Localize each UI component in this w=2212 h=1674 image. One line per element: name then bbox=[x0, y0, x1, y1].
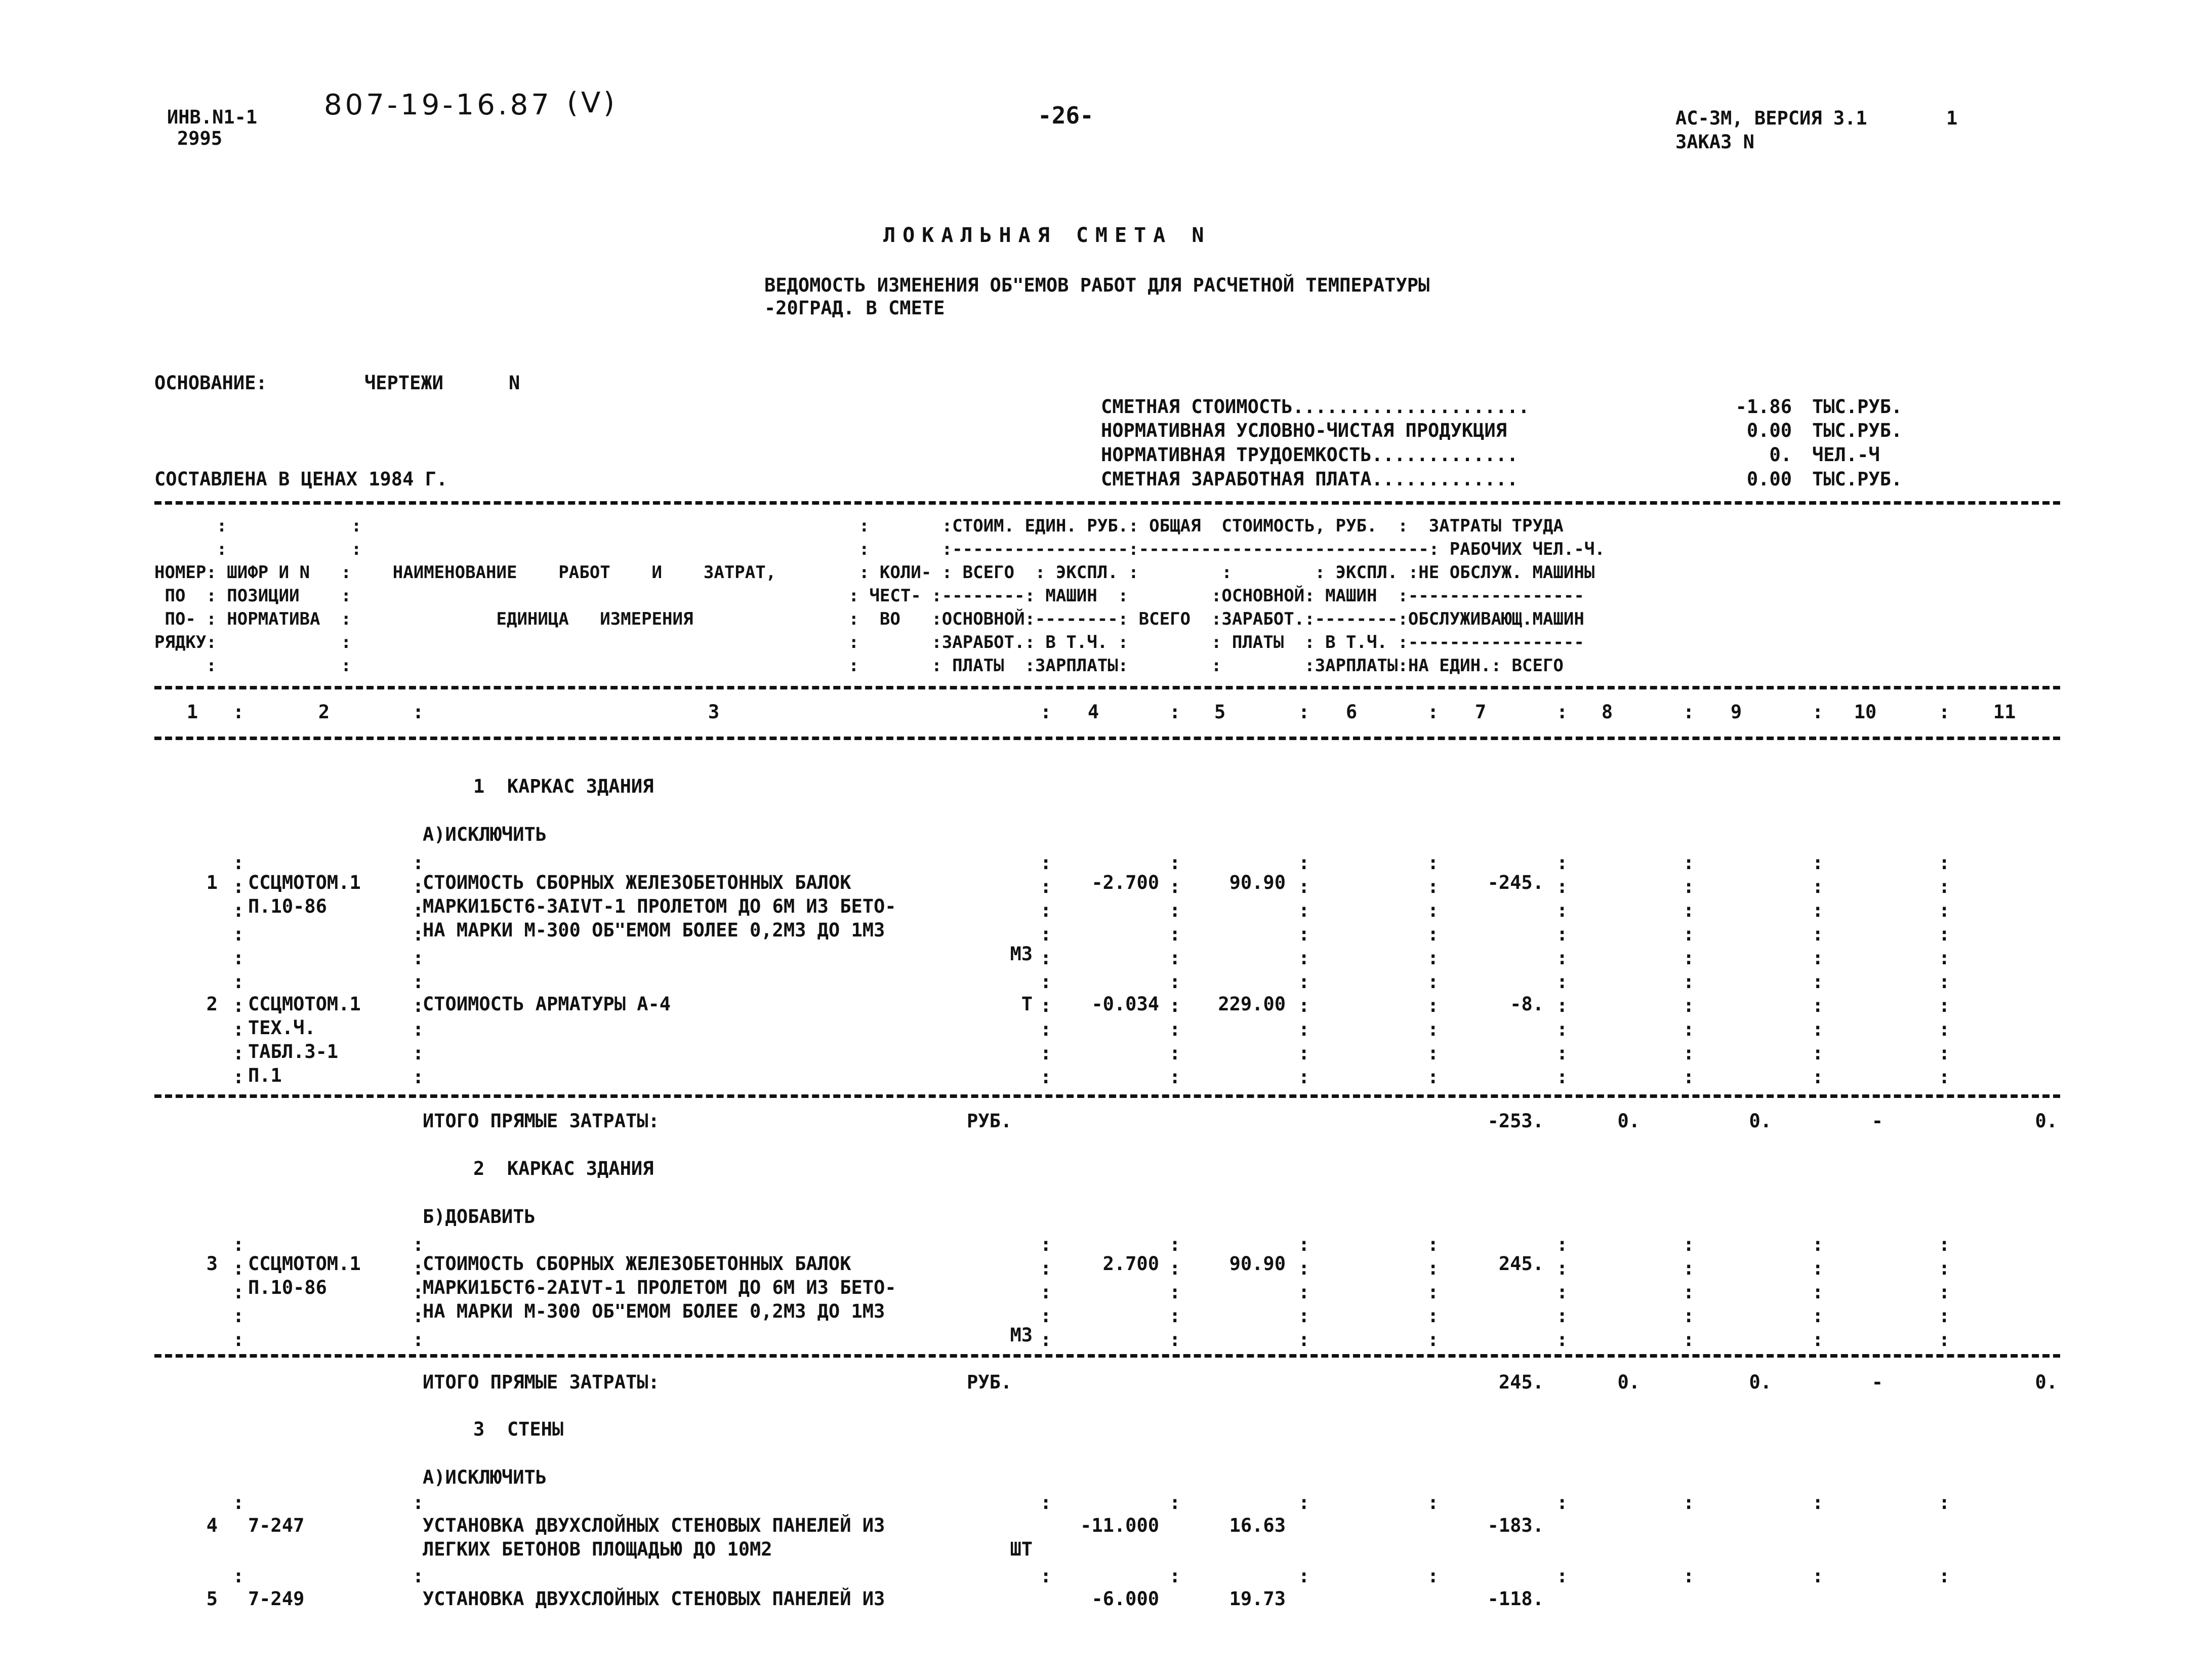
column-number: 3 bbox=[708, 701, 720, 723]
column-separator: : bbox=[1298, 852, 1310, 874]
column-separator: : bbox=[1298, 1329, 1310, 1351]
column-separator: : bbox=[1556, 995, 1568, 1016]
column-separator: : bbox=[1812, 1492, 1824, 1514]
column-separator: : bbox=[1556, 1234, 1568, 1255]
norm-code: ССЦМОТОМ.1 bbox=[248, 993, 361, 1015]
column-separator: : bbox=[1298, 923, 1310, 945]
rule-col-numbers bbox=[154, 737, 2060, 740]
column-separator: : bbox=[1040, 995, 1052, 1016]
subtotal-labor-unit: - bbox=[1871, 1110, 1883, 1132]
column-separator: : bbox=[1812, 1018, 1824, 1040]
column-separator: : bbox=[1040, 701, 1052, 723]
total-cost: -118. bbox=[1487, 1588, 1544, 1610]
column-number: 2 bbox=[318, 701, 330, 723]
column-separator: : bbox=[1683, 1281, 1695, 1303]
total-cost: -183. bbox=[1487, 1515, 1544, 1536]
column-separator: : bbox=[1683, 701, 1695, 723]
column-number: 1 bbox=[186, 701, 198, 723]
column-separator: : bbox=[1040, 1492, 1052, 1514]
column-separator: : bbox=[1683, 852, 1695, 874]
column-separator: : bbox=[1427, 1305, 1439, 1327]
column-separator: : bbox=[1812, 1234, 1824, 1255]
price-basis: СОСТАВЛЕНА В ЦЕНАХ 1984 Г. bbox=[154, 468, 448, 490]
column-separator: : bbox=[233, 1305, 244, 1327]
column-separator: : bbox=[1427, 1492, 1439, 1514]
unit-of-measure: М3 bbox=[1010, 943, 1033, 965]
column-separator: : bbox=[1040, 1042, 1052, 1064]
column-separator: : bbox=[1040, 1281, 1052, 1303]
column-separator: : bbox=[1812, 1565, 1824, 1587]
column-separator: : bbox=[1683, 995, 1695, 1016]
subtotal-labor-unit: - bbox=[1871, 1371, 1883, 1393]
column-separator: : bbox=[1040, 852, 1052, 874]
column-separator: : bbox=[1939, 1305, 1950, 1327]
subtotal-total: -253. bbox=[1487, 1110, 1544, 1132]
column-separator: : bbox=[1169, 971, 1181, 993]
order-number: ЗАКАЗ N bbox=[1675, 131, 1754, 153]
row-number: 5 bbox=[206, 1588, 218, 1610]
quantity: -11.000 bbox=[1080, 1515, 1159, 1536]
column-separator: : bbox=[1427, 947, 1439, 969]
column-separator: : bbox=[1040, 1565, 1052, 1587]
column-separator: : bbox=[233, 852, 244, 874]
column-separator: : bbox=[1939, 876, 1950, 897]
unit-of-measure: ШТ bbox=[1010, 1538, 1033, 1560]
column-separator: : bbox=[233, 1234, 244, 1255]
column-number: 11 bbox=[1993, 701, 2016, 723]
column-separator: : bbox=[1427, 923, 1439, 945]
quantity: -6.000 bbox=[1091, 1588, 1159, 1610]
summary-label: НОРМАТИВНАЯ ТРУДОЕМКОСТЬ............. bbox=[1101, 444, 1519, 466]
column-separator: : bbox=[1298, 1492, 1310, 1514]
column-separator: : bbox=[413, 1018, 424, 1040]
column-separator: : bbox=[1812, 995, 1824, 1016]
document-subtitle-line1: ВЕДОМОСТЬ ИЗМЕНЕНИЯ ОБ"ЕМОВ РАБОТ ДЛЯ РАСЧЕТНОЙ ТЕМПЕРАТУРЫ bbox=[764, 274, 1430, 296]
norm-code: П.10-86 bbox=[248, 895, 327, 917]
column-separator: : bbox=[1556, 1565, 1568, 1587]
column-separator: : bbox=[1169, 1281, 1181, 1303]
norm-code: П.1 bbox=[248, 1065, 282, 1086]
work-name: УСТАНОВКА ДВУХСЛОЙНЫХ СТЕНОВЫХ ПАНЕЛЕЙ ИЗ bbox=[423, 1588, 885, 1610]
column-separator: : bbox=[413, 1281, 424, 1303]
column-separator: : bbox=[1040, 1234, 1052, 1255]
column-separator: : bbox=[1556, 1018, 1568, 1040]
handwritten-code: 807-19-16.87 bbox=[324, 89, 552, 121]
header-line: ПО- : НОРМАТИВА : ЕДИНИЦА ИЗМЕРЕНИЯ : ВО :ОСНОВНОЙ:--------: ВСЕГО :ЗАРАБОТ.:--------:ОБСЛУЖИВАЮЩ.МАШИН bbox=[154, 609, 1584, 629]
summary-unit: ТЫС.РУБ. bbox=[1812, 468, 1903, 490]
header-line: : : : :СТОИМ. ЕДИН. РУБ.: ОБЩАЯ СТОИМОСТЬ, РУБ. : ЗАТРАТЫ ТРУДА bbox=[154, 516, 1564, 536]
header-line: : : : :-----------------:----------------------------: РАБОЧИХ ЧЕЛ.-Ч. bbox=[154, 539, 1605, 559]
column-separator: : bbox=[233, 947, 244, 969]
work-name: УСТАНОВКА ДВУХСЛОЙНЫХ СТЕНОВЫХ ПАНЕЛЕЙ ИЗ bbox=[423, 1515, 885, 1536]
column-separator: : bbox=[1298, 1234, 1310, 1255]
column-separator: : bbox=[1556, 1329, 1568, 1351]
rule-subtotal-1 bbox=[154, 1094, 2060, 1098]
column-separator: : bbox=[1427, 1565, 1439, 1587]
basis-label: ОСНОВАНИЕ: bbox=[154, 372, 267, 394]
column-separator: : bbox=[1939, 1234, 1950, 1255]
column-separator: : bbox=[413, 995, 424, 1016]
column-separator: : bbox=[1040, 1257, 1052, 1279]
column-separator: : bbox=[1556, 876, 1568, 897]
column-separator: : bbox=[413, 1257, 424, 1279]
norm-code: ТАБЛ.3-1 bbox=[248, 1041, 339, 1063]
row-number: 1 bbox=[206, 872, 218, 893]
column-separator: : bbox=[1939, 1018, 1950, 1040]
column-separator: : bbox=[1939, 947, 1950, 969]
column-separator: : bbox=[1556, 900, 1568, 921]
column-separator: : bbox=[1812, 852, 1824, 874]
basis-value: ЧЕРТЕЖИ bbox=[364, 372, 443, 394]
norm-code: ТЕХ.Ч. bbox=[248, 1017, 316, 1039]
column-separator: : bbox=[1169, 1234, 1181, 1255]
column-separator: : bbox=[1427, 971, 1439, 993]
section-action: А)ИСКЛЮЧИТЬ bbox=[423, 1466, 547, 1488]
column-separator: : bbox=[1040, 1018, 1052, 1040]
column-separator: : bbox=[1169, 900, 1181, 921]
column-separator: : bbox=[1427, 1257, 1439, 1279]
work-name: СТОИМОСТЬ СБОРНЫХ ЖЕЛЕЗОБЕТОННЫХ БАЛОК bbox=[423, 1253, 851, 1275]
column-separator: : bbox=[1298, 1565, 1310, 1587]
column-separator: : bbox=[233, 876, 244, 897]
header-line: : : : : ПЛАТЫ :ЗАРПЛАТЫ: : :ЗАРПЛАТЫ:НА ЕДИН.: ВСЕГО bbox=[154, 656, 1564, 676]
column-separator: : bbox=[233, 701, 244, 723]
page-number: -26- bbox=[1038, 102, 1094, 129]
subtotal-labor-total: 0. bbox=[2035, 1371, 2058, 1393]
unit-of-measure: Т bbox=[1021, 993, 1033, 1015]
norm-code: ССЦМОТОМ.1 bbox=[248, 872, 361, 893]
column-separator: : bbox=[1683, 900, 1695, 921]
subtotal-total: 245. bbox=[1498, 1371, 1544, 1393]
quantity: -2.700 bbox=[1091, 872, 1159, 893]
column-separator: : bbox=[1169, 1492, 1181, 1514]
column-separator: : bbox=[233, 1018, 244, 1040]
column-separator: : bbox=[1040, 900, 1052, 921]
column-separator: : bbox=[1556, 1281, 1568, 1303]
column-separator: : bbox=[1556, 971, 1568, 993]
column-separator: : bbox=[1939, 701, 1950, 723]
document-title: ЛОКАЛЬНАЯ СМЕТА N bbox=[883, 224, 1211, 247]
column-separator: : bbox=[413, 1492, 424, 1514]
column-separator: : bbox=[1812, 923, 1824, 945]
header-line: РЯДКУ: : : :ЗАРАБОТ.: В Т.Ч. : : ПЛАТЫ : В Т.Ч. :----------------- bbox=[154, 632, 1584, 652]
section-action: А)ИСКЛЮЧИТЬ bbox=[423, 824, 547, 845]
total-cost: 245. bbox=[1498, 1253, 1544, 1275]
column-separator: : bbox=[1040, 971, 1052, 993]
row-number: 3 bbox=[206, 1253, 218, 1275]
column-separator: : bbox=[1427, 1042, 1439, 1064]
column-separator: : bbox=[1040, 1305, 1052, 1327]
column-separator: : bbox=[1812, 947, 1824, 969]
column-separator: : bbox=[1683, 1234, 1695, 1255]
summary-unit: ТЫС.РУБ. bbox=[1812, 396, 1903, 418]
work-name: СТОИМОСТЬ АРМАТУРЫ А-4 bbox=[423, 993, 671, 1015]
column-separator: : bbox=[233, 1066, 244, 1088]
column-separator: : bbox=[233, 1042, 244, 1064]
column-separator: : bbox=[1298, 876, 1310, 897]
column-separator: : bbox=[1683, 971, 1695, 993]
unit-price: 90.90 bbox=[1229, 1253, 1286, 1275]
column-separator: : bbox=[413, 947, 424, 969]
total-cost: -245. bbox=[1487, 872, 1544, 893]
column-separator: : bbox=[1040, 1329, 1052, 1351]
column-separator: : bbox=[1427, 876, 1439, 897]
column-separator: : bbox=[413, 876, 424, 897]
column-separator: : bbox=[413, 900, 424, 921]
column-separator: : bbox=[1556, 1305, 1568, 1327]
column-separator: : bbox=[1683, 1066, 1695, 1088]
column-number: 4 bbox=[1087, 701, 1099, 723]
column-separator: : bbox=[1298, 1018, 1310, 1040]
subtotal-wages: 0. bbox=[1617, 1371, 1640, 1393]
column-separator: : bbox=[1683, 876, 1695, 897]
column-separator: : bbox=[413, 1066, 424, 1088]
column-separator: : bbox=[1939, 923, 1950, 945]
column-separator: : bbox=[1298, 900, 1310, 921]
column-separator: : bbox=[1040, 876, 1052, 897]
column-separator: : bbox=[1298, 1257, 1310, 1279]
column-separator: : bbox=[1939, 852, 1950, 874]
column-separator: : bbox=[1427, 1066, 1439, 1088]
column-separator: : bbox=[1683, 947, 1695, 969]
column-separator: : bbox=[1169, 852, 1181, 874]
column-separator: : bbox=[1683, 1329, 1695, 1351]
column-separator: : bbox=[1939, 1492, 1950, 1514]
column-separator: : bbox=[413, 1329, 424, 1351]
column-number: 7 bbox=[1474, 701, 1487, 723]
column-number: 5 bbox=[1214, 701, 1226, 723]
column-separator: : bbox=[1556, 1492, 1568, 1514]
summary-label: СМЕТНАЯ СТОИМОСТЬ..................... bbox=[1101, 396, 1530, 418]
work-name: НА МАРКИ М-300 ОБ"ЕМОМ БОЛЕЕ 0,2М3 ДО 1М3 bbox=[423, 1300, 885, 1322]
unit-price: 16.63 bbox=[1229, 1515, 1286, 1536]
rule-header bbox=[154, 686, 2060, 689]
column-separator: : bbox=[1939, 1565, 1950, 1587]
column-separator: : bbox=[1427, 852, 1439, 874]
column-separator: : bbox=[1169, 1066, 1181, 1088]
column-separator: : bbox=[1169, 1305, 1181, 1327]
column-separator: : bbox=[1040, 947, 1052, 969]
work-name: НА МАРКИ М-300 ОБ"ЕМОМ БОЛЕЕ 0,2М3 ДО 1М3 bbox=[423, 919, 885, 941]
work-name: МАРКИ1БСТ6-3АIVT-1 ПРОЛЕТОМ ДО 6М ИЗ БЕТО- bbox=[423, 895, 896, 917]
column-separator: : bbox=[1298, 1281, 1310, 1303]
column-separator: : bbox=[233, 1492, 244, 1514]
column-separator: : bbox=[1298, 701, 1310, 723]
column-separator: : bbox=[1812, 1042, 1824, 1064]
column-separator: : bbox=[413, 701, 424, 723]
summary-label: НОРМАТИВНАЯ УСЛОВНО-ЧИСТАЯ ПРОДУКЦИЯ bbox=[1101, 420, 1507, 441]
subtotal-unit: РУБ. bbox=[967, 1371, 1012, 1393]
column-separator: : bbox=[1683, 1492, 1695, 1514]
column-separator: : bbox=[1939, 1257, 1950, 1279]
column-separator: : bbox=[1556, 947, 1568, 969]
summary-value: -1.86 bbox=[1735, 396, 1792, 418]
column-separator: : bbox=[1427, 1018, 1439, 1040]
header-line: НОМЕР: ШИФР И N : НАИМЕНОВАНИЕ РАБОТ И ЗАТРАТ, : КОЛИ- : ВСЕГО : ЭКСПЛ. : : : ЭКСПЛ. :НЕ ОБСЛУЖ. МАШИНЫ bbox=[154, 562, 1595, 583]
column-separator: : bbox=[1427, 701, 1439, 723]
column-number: 9 bbox=[1730, 701, 1742, 723]
norm-code: 7-249 bbox=[248, 1588, 305, 1610]
work-name: СТОИМОСТЬ СБОРНЫХ ЖЕЛЕЗОБЕТОННЫХ БАЛОК bbox=[423, 872, 851, 893]
column-separator: : bbox=[1169, 1257, 1181, 1279]
column-separator: : bbox=[233, 900, 244, 921]
column-separator: : bbox=[1556, 923, 1568, 945]
column-separator: : bbox=[1298, 947, 1310, 969]
column-separator: : bbox=[1556, 701, 1568, 723]
column-separator: : bbox=[1169, 876, 1181, 897]
quantity: 2.700 bbox=[1102, 1253, 1159, 1275]
column-separator: : bbox=[1812, 1305, 1824, 1327]
section-action: Б)ДОБАВИТЬ bbox=[423, 1206, 536, 1228]
row-number: 2 bbox=[206, 993, 218, 1015]
column-separator: : bbox=[1556, 1042, 1568, 1064]
section-title: 2 КАРКАС ЗДАНИЯ bbox=[473, 1158, 654, 1179]
column-separator: : bbox=[1683, 1042, 1695, 1064]
unit-price: 19.73 bbox=[1229, 1588, 1286, 1610]
document-subtitle-line2: -20ГРАД. В СМЕТЕ bbox=[764, 297, 945, 319]
subtotal-unit: РУБ. bbox=[967, 1110, 1012, 1132]
summary-value: 0.00 bbox=[1746, 420, 1792, 441]
column-separator: : bbox=[1812, 876, 1824, 897]
column-separator: : bbox=[1169, 923, 1181, 945]
norm-code: ССЦМОТОМ.1 bbox=[248, 1253, 361, 1275]
norm-code: П.10-86 bbox=[248, 1277, 327, 1298]
column-separator: : bbox=[233, 1257, 244, 1279]
summary-label: СМЕТНАЯ ЗАРАБОТНАЯ ПЛАТА............. bbox=[1101, 468, 1519, 490]
column-separator: : bbox=[1298, 1066, 1310, 1088]
summary-value: 0. bbox=[1769, 444, 1792, 466]
subtotal-labor-total: 0. bbox=[2035, 1110, 2058, 1132]
column-separator: : bbox=[1683, 1018, 1695, 1040]
column-number: 8 bbox=[1601, 701, 1613, 723]
column-separator: : bbox=[413, 1042, 424, 1064]
column-separator: : bbox=[1040, 1066, 1052, 1088]
section-title: 1 КАРКАС ЗДАНИЯ bbox=[473, 775, 654, 797]
column-separator: : bbox=[1939, 971, 1950, 993]
column-separator: : bbox=[233, 1281, 244, 1303]
column-separator: : bbox=[1427, 900, 1439, 921]
section-title: 3 СТЕНЫ bbox=[473, 1418, 564, 1440]
column-separator: : bbox=[233, 971, 244, 993]
column-separator: : bbox=[413, 1234, 424, 1255]
column-separator: : bbox=[1298, 971, 1310, 993]
column-separator: : bbox=[1427, 995, 1439, 1016]
subtotal-wages: 0. bbox=[1617, 1110, 1640, 1132]
column-number: 6 bbox=[1345, 701, 1358, 723]
column-separator: : bbox=[233, 1565, 244, 1587]
column-separator: : bbox=[1169, 1329, 1181, 1351]
sheet-number: 1 bbox=[1946, 107, 1958, 129]
column-separator: : bbox=[1939, 900, 1950, 921]
column-separator: : bbox=[1169, 1565, 1181, 1587]
row-number: 4 bbox=[206, 1515, 218, 1536]
column-separator: : bbox=[1683, 1305, 1695, 1327]
column-separator: : bbox=[1939, 1042, 1950, 1064]
norm-code: 7-247 bbox=[248, 1515, 305, 1536]
column-number: 10 bbox=[1854, 701, 1877, 723]
column-separator: : bbox=[1169, 701, 1181, 723]
column-separator: : bbox=[1683, 923, 1695, 945]
column-separator: : bbox=[1169, 995, 1181, 1016]
summary-unit: ТЫС.РУБ. bbox=[1812, 420, 1903, 441]
rule-subtotal-2 bbox=[154, 1354, 2060, 1358]
unit-price: 90.90 bbox=[1229, 872, 1286, 893]
column-separator: : bbox=[1298, 995, 1310, 1016]
column-separator: : bbox=[233, 1329, 244, 1351]
column-separator: : bbox=[1812, 900, 1824, 921]
summary-value: 0.00 bbox=[1746, 468, 1792, 490]
column-separator: : bbox=[1683, 1565, 1695, 1587]
column-separator: : bbox=[1040, 923, 1052, 945]
column-separator: : bbox=[1169, 1018, 1181, 1040]
column-separator: : bbox=[1939, 995, 1950, 1016]
column-separator: : bbox=[1812, 1281, 1824, 1303]
subtotal-machine-wages: 0. bbox=[1749, 1110, 1772, 1132]
subtotal-machine-wages: 0. bbox=[1749, 1371, 1772, 1393]
column-separator: : bbox=[1298, 1042, 1310, 1064]
quantity: -0.034 bbox=[1091, 993, 1159, 1015]
column-separator: : bbox=[1939, 1066, 1950, 1088]
work-name: ЛЕГКИХ БЕТОНОВ ПЛОЩАДЬЮ ДО 10М2 bbox=[423, 1538, 772, 1560]
column-separator: : bbox=[413, 971, 424, 993]
summary-unit: ЧЕЛ.-Ч bbox=[1812, 444, 1880, 466]
column-separator: : bbox=[1812, 971, 1824, 993]
handwritten-volume: (V) bbox=[567, 87, 618, 119]
total-cost: -8. bbox=[1510, 993, 1544, 1015]
subtotal-label: ИТОГО ПРЯМЫЕ ЗАТРАТЫ: bbox=[423, 1110, 660, 1132]
column-separator: : bbox=[413, 1565, 424, 1587]
column-separator: : bbox=[413, 923, 424, 945]
subtotal-label: ИТОГО ПРЯМЫЕ ЗАТРАТЫ: bbox=[423, 1371, 660, 1393]
column-separator: : bbox=[1812, 1066, 1824, 1088]
column-separator: : bbox=[1427, 1234, 1439, 1255]
work-name: МАРКИ1БСТ6-2АIVT-1 ПРОЛЕТОМ ДО 6М ИЗ БЕТО- bbox=[423, 1277, 896, 1298]
column-separator: : bbox=[1427, 1281, 1439, 1303]
column-separator: : bbox=[1812, 1257, 1824, 1279]
column-separator: : bbox=[1427, 1329, 1439, 1351]
column-separator: : bbox=[1556, 1257, 1568, 1279]
column-separator: : bbox=[413, 1305, 424, 1327]
header-line: ПО : ПОЗИЦИИ : : ЧЕСТ- :--------: МАШИН : :ОСНОВНОЙ: МАШИН :----------------- bbox=[154, 586, 1584, 606]
column-separator: : bbox=[233, 923, 244, 945]
inventory-label: ИНВ.N1-1 bbox=[167, 106, 258, 128]
column-separator: : bbox=[1556, 852, 1568, 874]
column-separator: : bbox=[1683, 1257, 1695, 1279]
column-separator: : bbox=[413, 852, 424, 874]
rule-top bbox=[154, 501, 2060, 505]
column-separator: : bbox=[1556, 1066, 1568, 1088]
unit-of-measure: М3 bbox=[1010, 1324, 1033, 1346]
column-separator: : bbox=[1169, 947, 1181, 969]
inventory-number: 2995 bbox=[177, 128, 223, 149]
unit-price: 229.00 bbox=[1218, 993, 1286, 1015]
column-separator: : bbox=[1812, 1329, 1824, 1351]
column-separator: : bbox=[1298, 1305, 1310, 1327]
column-separator: : bbox=[1812, 701, 1824, 723]
column-separator: : bbox=[1169, 1042, 1181, 1064]
column-separator: : bbox=[1939, 1281, 1950, 1303]
system-version: АС-3М, ВЕРСИЯ 3.1 bbox=[1675, 107, 1867, 129]
column-separator: : bbox=[233, 995, 244, 1016]
column-separator: : bbox=[1939, 1329, 1950, 1351]
basis-suffix: N bbox=[509, 372, 520, 394]
